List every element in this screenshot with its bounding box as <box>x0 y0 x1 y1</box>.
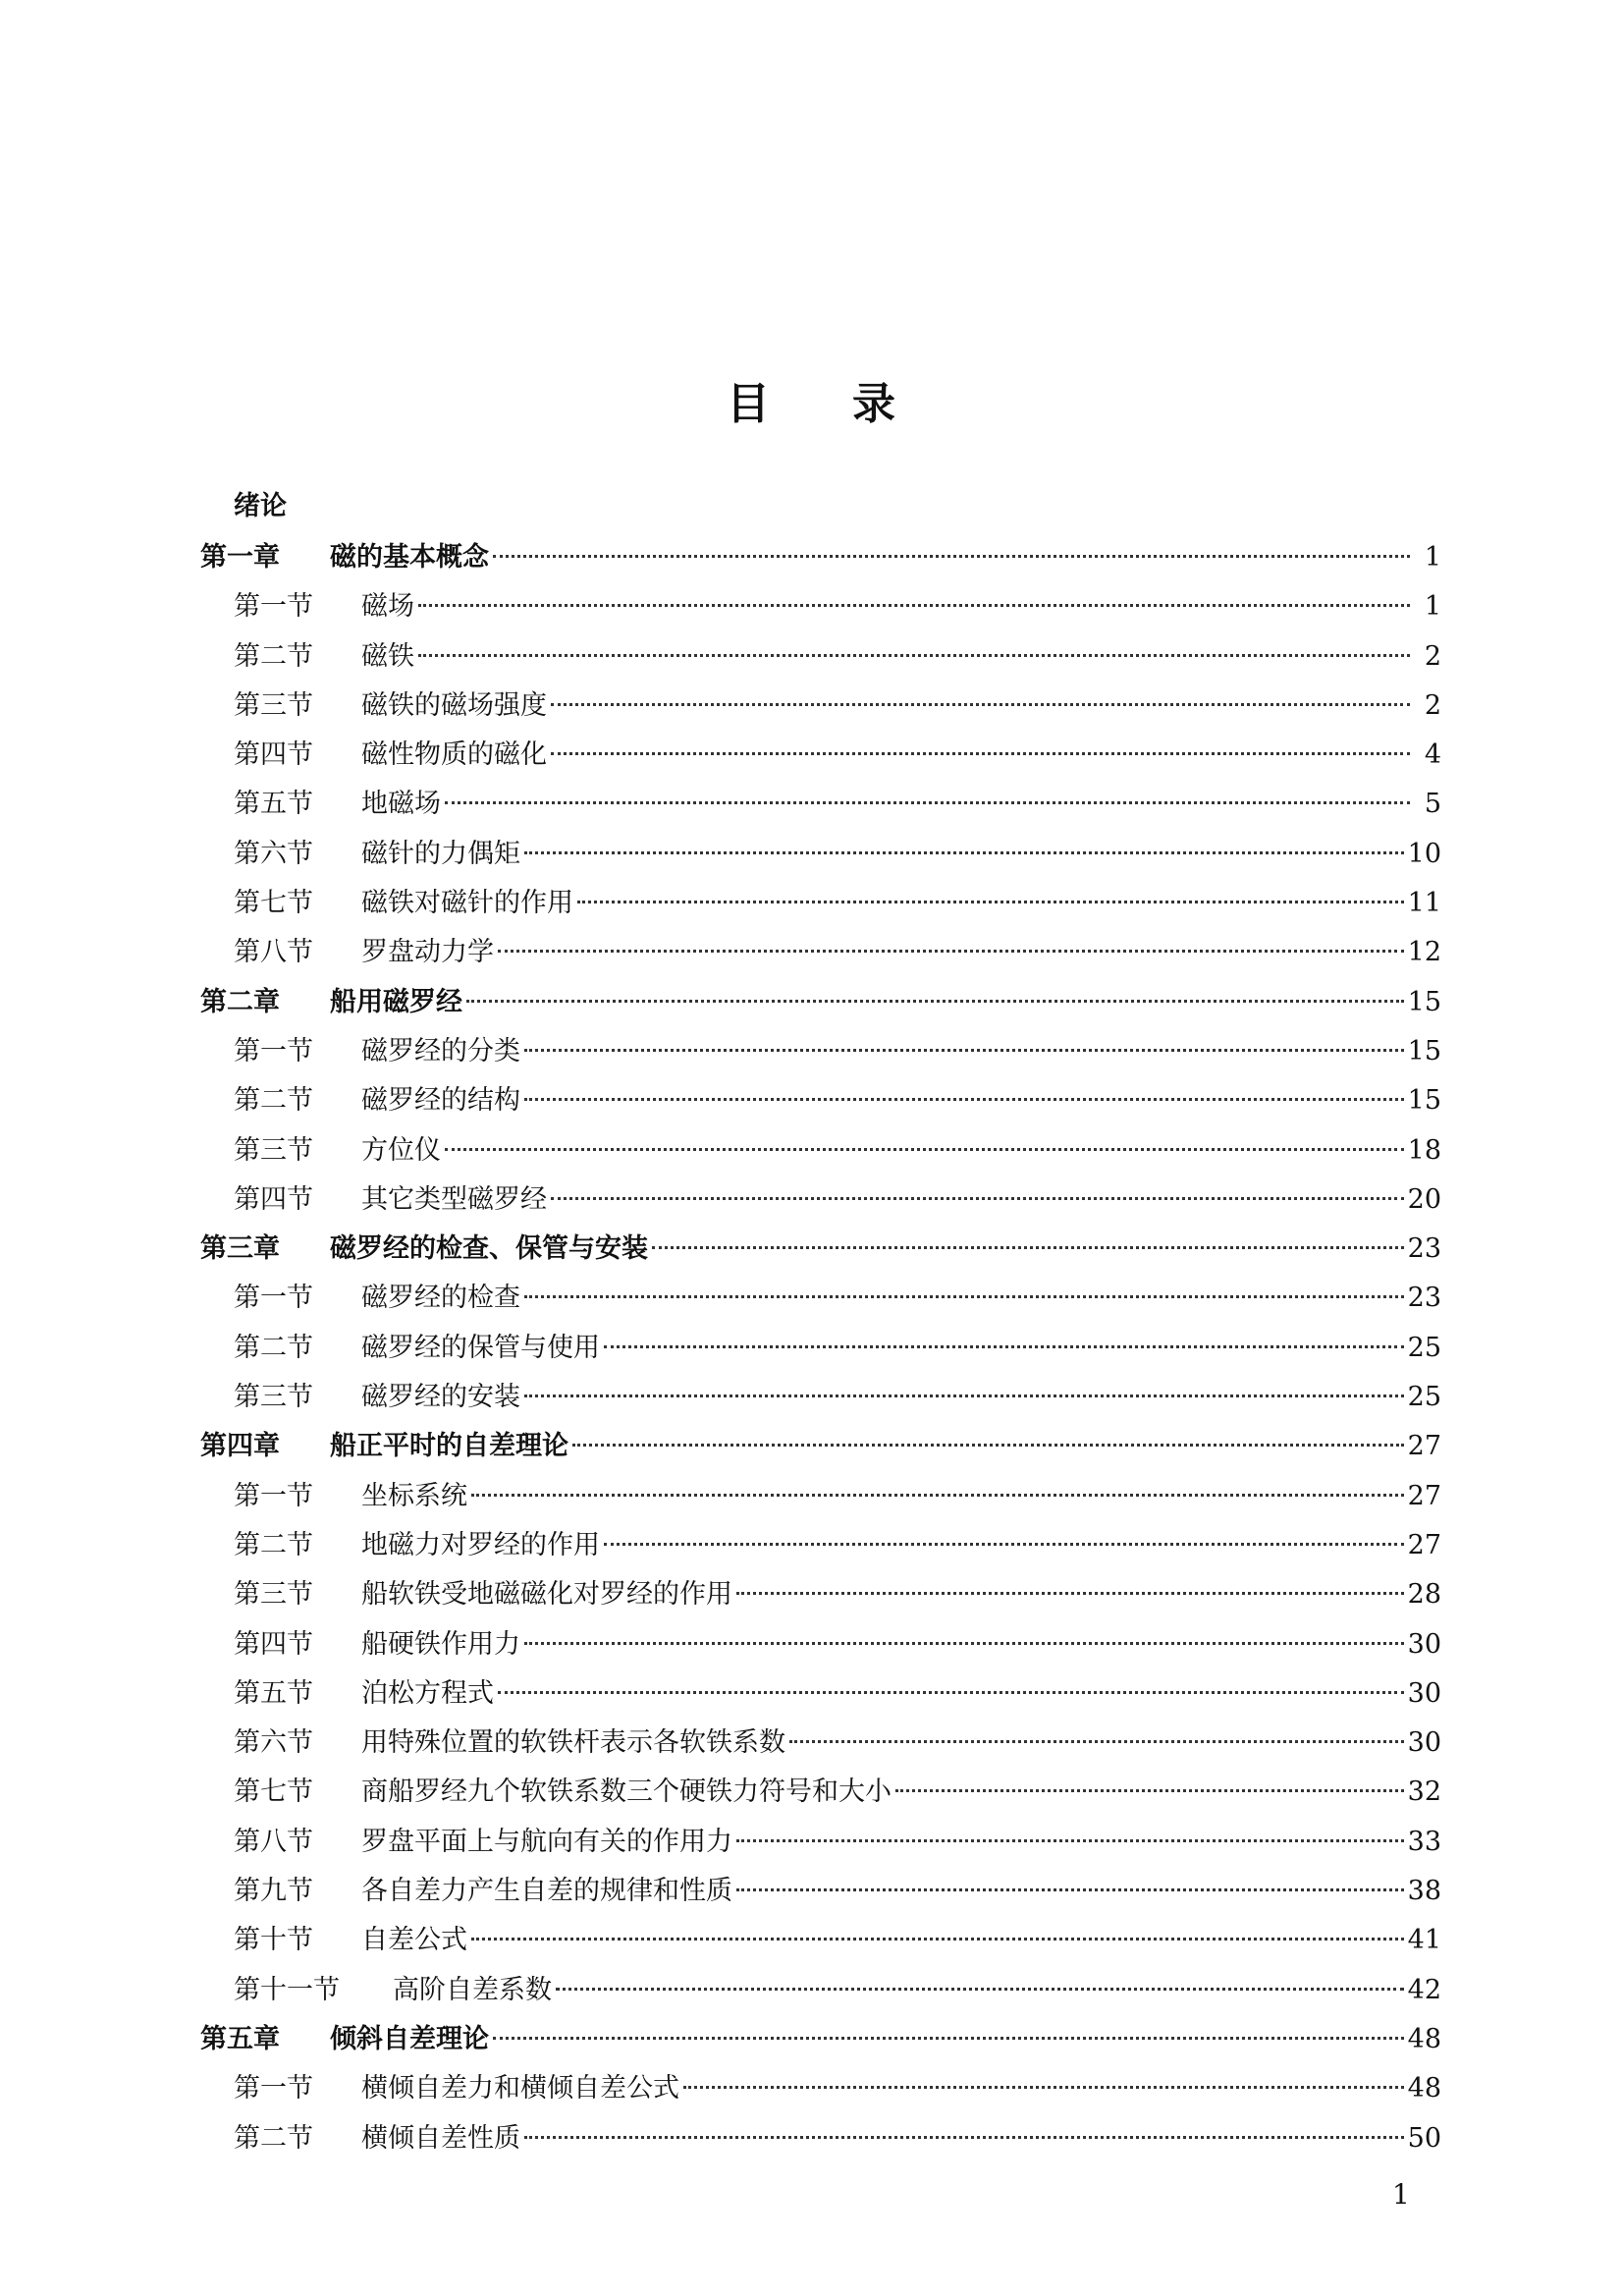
toc-entry-number: 第二节 <box>234 640 313 672</box>
toc-entry-title: 磁性物质的磁化 <box>361 739 547 771</box>
toc-entry-page: 18 <box>1407 1134 1441 1166</box>
toc-entry-title: 磁场 <box>361 591 414 623</box>
page-title-part2: 录 <box>852 379 895 429</box>
dot-leader <box>466 1000 1404 1003</box>
toc-section-entry[interactable] <box>200 1324 1441 1373</box>
toc-section-entry[interactable] <box>200 1472 1441 1521</box>
dot-leader <box>498 1691 1404 1694</box>
toc-entry-page: 15 <box>1407 1035 1441 1066</box>
toc-entry-title: 坐标系统 <box>361 1480 467 1511</box>
dot-leader <box>551 1197 1404 1200</box>
toc-entry-page: 50 <box>1407 2122 1441 2154</box>
toc-section-entry[interactable] <box>200 1719 1441 1768</box>
toc-entry-title: 罗盘平面上与航向有关的作用力 <box>361 1826 732 1857</box>
page-title <box>0 368 1622 431</box>
toc-entry-title: 地磁力对罗经的作用 <box>361 1529 600 1560</box>
toc-entry-number: 第十节 <box>234 1925 313 1956</box>
toc-entry-number: 第四节 <box>234 739 313 771</box>
toc-entry-page: 20 <box>1407 1183 1441 1215</box>
toc-entry-page: 11 <box>1407 888 1441 919</box>
toc-entry-page: 15 <box>1407 1085 1441 1117</box>
dot-leader <box>551 752 1410 755</box>
dot-leader <box>604 1543 1404 1546</box>
toc-entry-number: 第二章 <box>200 986 280 1017</box>
toc-entry-title: 自差公式 <box>361 1925 467 1956</box>
toc-entry-number: 第五章 <box>200 2023 280 2054</box>
toc-entry-page: 4 <box>1424 739 1441 771</box>
dot-leader <box>556 1988 1404 1991</box>
toc-entry-title: 磁罗经的检查、保管与安装 <box>330 1233 648 1265</box>
toc-entry-page: 12 <box>1407 937 1441 968</box>
toc-section-entry[interactable] <box>200 1126 1441 1175</box>
toc-section-entry[interactable] <box>200 582 1441 631</box>
toc-entry-title: 泊松方程式 <box>361 1677 494 1709</box>
toc-entry-title: 高阶自差系数 <box>393 1974 552 2005</box>
dot-leader <box>572 1444 1404 1447</box>
toc-section-entry[interactable] <box>200 1027 1441 1076</box>
toc-section-entry[interactable] <box>200 2064 1441 2113</box>
toc-section-entry[interactable] <box>200 780 1441 829</box>
dot-leader <box>471 1938 1404 1941</box>
dot-leader <box>471 1494 1404 1497</box>
toc-entry-page: 1 <box>1424 542 1441 573</box>
dot-leader <box>445 801 1410 804</box>
dot-leader <box>652 1246 1404 1249</box>
toc-entry-title: 磁罗经的结构 <box>361 1085 520 1117</box>
toc-entry-number: 第三节 <box>234 1134 313 1166</box>
toc-entry-number: 第十一节 <box>234 1974 340 2005</box>
toc-entry-page: 48 <box>1407 2073 1441 2105</box>
toc-section-entry[interactable] <box>200 632 1441 682</box>
toc-entry-number: 第二节 <box>234 1332 313 1363</box>
toc-entry-page: 41 <box>1407 1925 1441 1956</box>
toc-entry-title: 磁针的力偶矩 <box>361 838 520 869</box>
toc-entry-page: 42 <box>1407 1974 1441 2005</box>
toc-section-entry[interactable] <box>200 1274 1441 1323</box>
toc-entry-title: 磁铁对磁针的作用 <box>361 888 573 919</box>
toc-entry-number: 第九节 <box>234 1876 313 1907</box>
toc-entry-page: 32 <box>1407 1777 1441 1808</box>
toc-section-entry[interactable] <box>200 1570 1441 1619</box>
toc-entry-number: 第一节 <box>234 1035 313 1066</box>
page-title-part1: 目 <box>727 379 770 429</box>
toc-entry-title: 船硬铁作用力 <box>361 1628 520 1660</box>
toc-entry-number: 第四章 <box>200 1431 280 1462</box>
toc-entry-title: 磁罗经的检查 <box>361 1283 520 1314</box>
toc-section-entry[interactable] <box>200 731 1441 780</box>
dot-leader <box>493 555 1410 558</box>
toc-entry-page: 30 <box>1407 1727 1441 1759</box>
toc-entry-number: 第二节 <box>234 1529 313 1560</box>
dot-leader <box>789 1740 1404 1743</box>
toc-section-entry[interactable] <box>200 1669 1441 1719</box>
toc-entry-number: 第三节 <box>234 689 313 721</box>
toc-entry-title: 磁罗经的保管与使用 <box>361 1332 600 1363</box>
toc-entry-number: 第六节 <box>234 838 313 869</box>
toc-section-entry[interactable] <box>200 1966 1441 2015</box>
toc-entry-title: 船用磁罗经 <box>330 986 462 1017</box>
table-of-contents <box>200 533 1441 2163</box>
dot-leader <box>736 1592 1404 1595</box>
toc-section-entry[interactable] <box>200 1521 1441 1570</box>
dot-leader <box>524 1098 1404 1101</box>
toc-entry-number: 第五节 <box>234 1677 313 1709</box>
toc-section-entry[interactable] <box>200 1175 1441 1225</box>
dot-leader <box>524 1049 1404 1052</box>
dot-leader <box>736 1839 1404 1842</box>
toc-entry-number: 第一节 <box>234 2073 313 2105</box>
dot-leader <box>895 1789 1404 1792</box>
toc-chapter-entry[interactable] <box>200 1225 1441 1274</box>
toc-entry-page: 25 <box>1407 1332 1441 1363</box>
dot-leader <box>551 703 1410 706</box>
toc-section-entry[interactable] <box>200 1867 1441 1916</box>
toc-entry-page: 25 <box>1407 1382 1441 1413</box>
dot-leader <box>524 1295 1404 1298</box>
toc-entry-page: 2 <box>1424 689 1441 721</box>
toc-entry-number: 第五节 <box>234 789 313 820</box>
toc-intro-entry[interactable]: 绪论 <box>234 491 287 521</box>
dot-leader <box>493 2037 1404 2040</box>
toc-entry-page: 30 <box>1407 1677 1441 1709</box>
toc-entry-title: 磁铁的磁场强度 <box>361 689 547 721</box>
toc-section-entry[interactable] <box>200 2114 1441 2163</box>
toc-section-entry[interactable] <box>200 830 1441 879</box>
toc-section-entry[interactable] <box>200 1373 1441 1422</box>
toc-entry-title: 商船罗经九个软铁系数三个硬铁力符号和大小 <box>361 1777 892 1808</box>
toc-entry-number: 第三章 <box>200 1233 280 1265</box>
dot-leader <box>577 901 1404 903</box>
toc-chapter-entry[interactable] <box>200 1422 1441 1471</box>
toc-entry-number: 第六节 <box>234 1727 313 1759</box>
toc-entry-title: 地磁场 <box>361 789 441 820</box>
toc-section-entry[interactable] <box>200 1768 1441 1817</box>
dot-leader <box>736 1888 1404 1891</box>
toc-entry-page: 48 <box>1407 2023 1441 2054</box>
toc-chapter-entry[interactable] <box>200 2015 1441 2064</box>
toc-entry-title: 磁罗经的分类 <box>361 1035 520 1066</box>
toc-section-entry[interactable] <box>200 1076 1441 1125</box>
toc-entry-page: 27 <box>1407 1529 1441 1560</box>
toc-entry-page: 23 <box>1407 1283 1441 1314</box>
toc-entry-title: 用特殊位置的软铁杆表示各软铁系数 <box>361 1727 785 1759</box>
toc-entry-page: 27 <box>1407 1431 1441 1462</box>
toc-entry-page: 10 <box>1407 838 1441 869</box>
toc-chapter-entry[interactable] <box>200 533 1441 582</box>
toc-entry-page: 38 <box>1407 1876 1441 1907</box>
toc-entry-number: 第一节 <box>234 591 313 623</box>
toc-entry-number: 第一章 <box>200 542 280 573</box>
dot-leader <box>524 1394 1404 1397</box>
dot-leader <box>445 1148 1404 1151</box>
toc-entry-title: 各自差力产生自差的规律和性质 <box>361 1876 732 1907</box>
toc-entry-title: 磁罗经的安装 <box>361 1382 520 1413</box>
toc-entry-page: 33 <box>1407 1826 1441 1857</box>
toc-entry-title: 磁铁 <box>361 640 414 672</box>
toc-section-entry[interactable] <box>200 1818 1441 1867</box>
dot-leader <box>524 1642 1404 1645</box>
toc-entry-page: 27 <box>1407 1480 1441 1511</box>
toc-entry-number: 第八节 <box>234 937 313 968</box>
dot-leader <box>683 2086 1404 2089</box>
toc-entry-title: 方位仪 <box>361 1134 441 1166</box>
dot-leader <box>524 2136 1404 2139</box>
toc-entry-number: 第七节 <box>234 888 313 919</box>
toc-entry-title: 磁的基本概念 <box>330 542 489 573</box>
dot-leader <box>418 604 1410 607</box>
page-number: 1 <box>1392 2178 1410 2211</box>
toc-entry-title: 其它类型磁罗经 <box>361 1183 547 1215</box>
toc-entry-number: 第三节 <box>234 1579 313 1611</box>
toc-section-entry[interactable] <box>200 928 1441 977</box>
toc-chapter-entry[interactable] <box>200 978 1441 1027</box>
dot-leader <box>604 1345 1404 1348</box>
toc-entry-number: 第八节 <box>234 1826 313 1857</box>
toc-section-entry[interactable] <box>200 1916 1441 1965</box>
toc-entry-number: 第一节 <box>234 1283 313 1314</box>
toc-entry-title: 船正平时的自差理论 <box>330 1431 568 1462</box>
toc-entry-title: 横倾自差力和横倾自差公式 <box>361 2073 679 2105</box>
toc-entry-title: 倾斜自差理论 <box>330 2023 489 2054</box>
toc-entry-number: 第四节 <box>234 1183 313 1215</box>
toc-entry-page: 5 <box>1424 789 1441 820</box>
toc-entry-number: 第二节 <box>234 1085 313 1117</box>
toc-entry-number: 第七节 <box>234 1777 313 1808</box>
toc-entry-page: 23 <box>1407 1233 1441 1265</box>
toc-section-entry[interactable] <box>200 879 1441 928</box>
toc-entry-number: 第一节 <box>234 1480 313 1511</box>
dot-leader <box>498 950 1404 953</box>
toc-entry-title: 船软铁受地磁磁化对罗经的作用 <box>361 1579 732 1611</box>
toc-entry-number: 第四节 <box>234 1628 313 1660</box>
toc-entry-number: 第二节 <box>234 2122 313 2154</box>
dot-leader <box>418 654 1410 657</box>
toc-entry-page: 15 <box>1407 986 1441 1017</box>
toc-entry-page: 2 <box>1424 640 1441 672</box>
toc-section-entry[interactable] <box>200 682 1441 731</box>
toc-entry-page: 30 <box>1407 1628 1441 1660</box>
toc-entry-title: 罗盘动力学 <box>361 937 494 968</box>
toc-entry-page: 28 <box>1407 1579 1441 1611</box>
toc-section-entry[interactable] <box>200 1620 1441 1669</box>
toc-entry-page: 1 <box>1424 591 1441 623</box>
toc-entry-title: 横倾自差性质 <box>361 2122 520 2154</box>
toc-entry-number: 第三节 <box>234 1382 313 1413</box>
dot-leader <box>524 851 1404 854</box>
